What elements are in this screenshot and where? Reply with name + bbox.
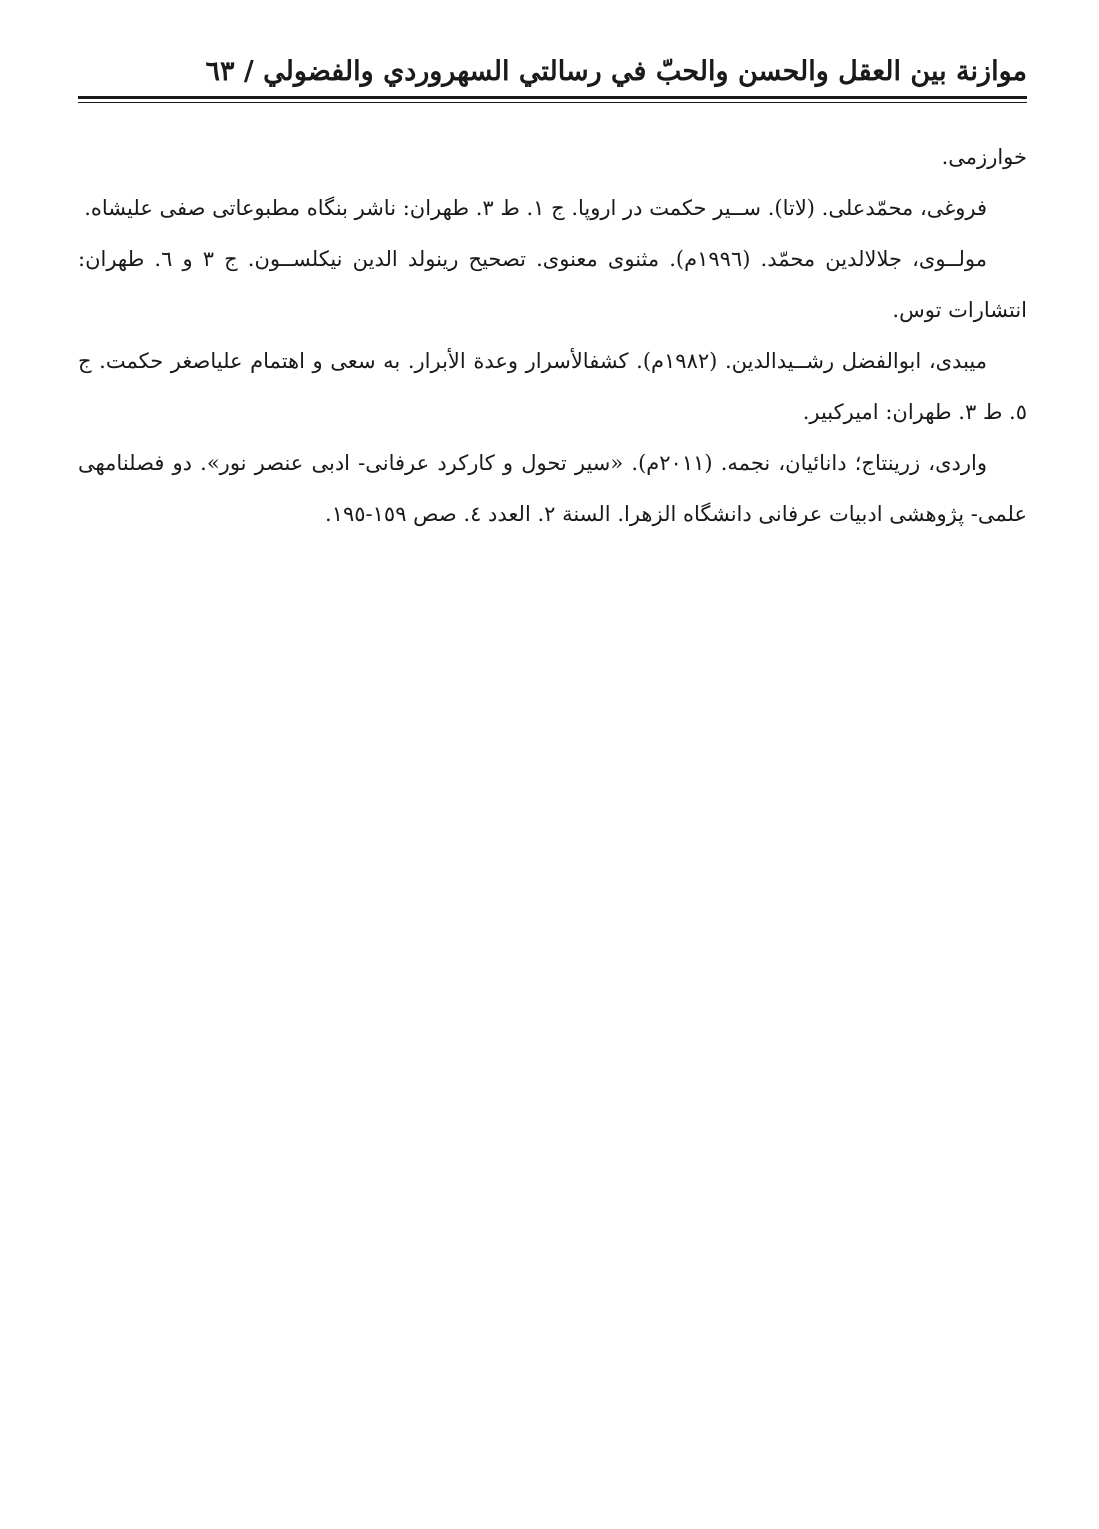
references-list	[78, 132, 1027, 540]
reference-continuation: خوارزمی.	[941, 145, 1027, 169]
reference-entry: میبدی، ابوالفضل رشــیدالدین. (١٩٨٢م). کشفالأسرار وعدة الأبرار. به سعی و اهتمام علیاصغر حکمت. ج ٥. ط ٣. طهران: امیرکبیر.	[78, 349, 1027, 424]
reference-entry: فروغی، محمّدعلی. (لاتا). ســیر حکمت در اروپا. ج ١. ط ٣. طهران: ناشر بنگاه مطبوعاتی صفی علیشاه.	[84, 196, 987, 220]
reference-entry: مولــوی، جلالالدین محمّد. (١٩٩٦م). مثنوی معنوی. تصحیح رینولد الدین نیکلســون. ج ٣ و ٦. طهران: انتشارات توس.	[78, 247, 1027, 322]
header-rule-thick	[78, 96, 1027, 99]
reference-entry: واردی، زرینتاج؛ دانائیان، نجمه. (٢٠١١م). «سیر تحول و کارکرد عرفانی- ادبی عنصر نور». دو فصلنامهی علمی- پژوهشی ادبیات عرفانی دانشگاه الزهرا. السنة ٢. العدد ٤. صص ١٥٩-١٩٥.	[78, 451, 1027, 526]
header-rule-thin	[78, 102, 1027, 103]
running-header: موازنة بين العقل والحسن والحبّ في رسالتي السهروردي والفضولي / ٦٣	[205, 56, 1027, 87]
